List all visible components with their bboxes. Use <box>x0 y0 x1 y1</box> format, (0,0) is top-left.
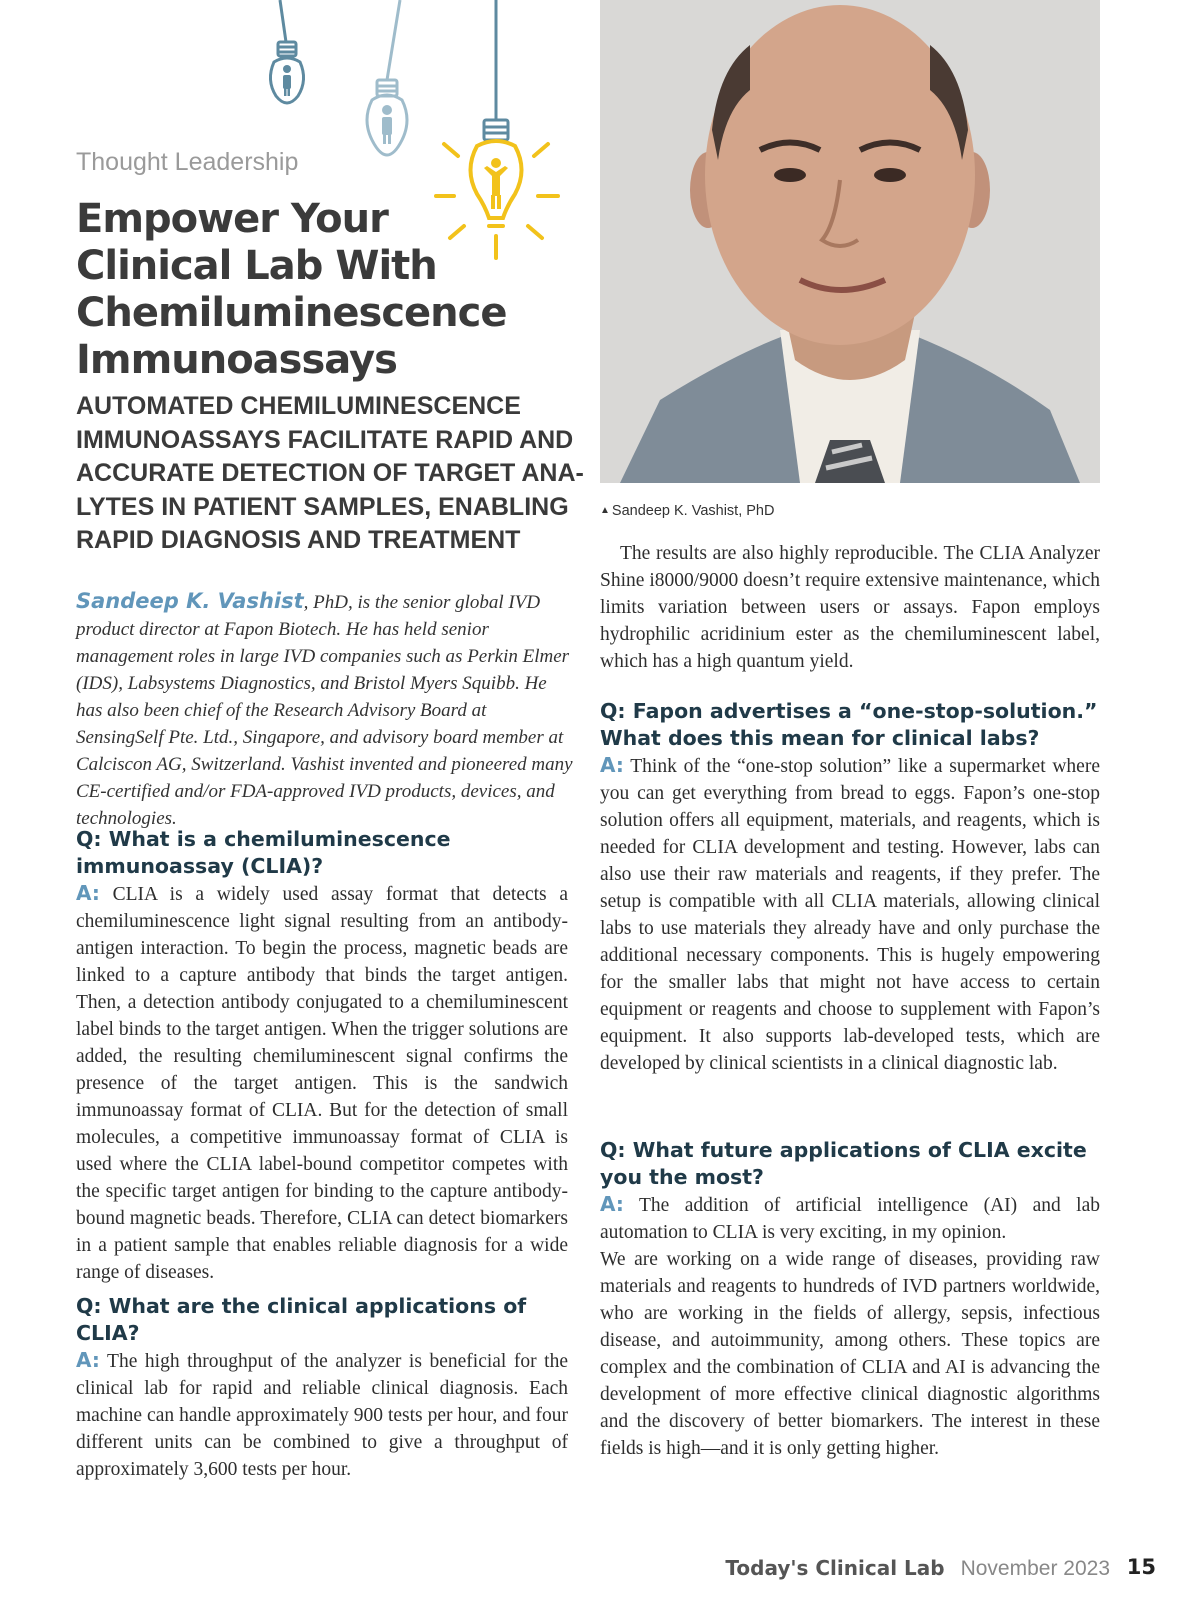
answer-label: A: <box>76 1348 100 1372</box>
answer-body: CLIA is a widely used assay format that detects a chemiluminescence light signal resulting from an antibody-antigen interaction. To begin the process, magnetic beads are linked to a capture antibody that binds the target antigen. Then, a detection antibody conjugated to a chemiluminescent label binds to the target antigen. When the trigger solutions are added, the resulting chemiluminescent signal confirms the presence of the target antigen. This is the sandwich immunoassay format of CLIA. But for the detection of small molecules, a competitive immunoassay format of CLIA is used where the CLIA label-bound competitor competes with the specific target antigen for binding to the capture antibody-bound magnetic beads. Therefore, CLIA can detect biomarkers in a patient sample that enables reliable diagnosis for a wide range of diseases. <box>76 884 568 1283</box>
title-line: Immunoassays <box>76 337 397 383</box>
deck-line: IMMUNOASSAYS FACILITATE RAPID AND <box>76 425 574 454</box>
photo-caption <box>600 503 774 519</box>
answer-body: Think of the “one-stop solution” like a supermarket where you can get everything from bread to eggs. Fapon’s one-stop solution offers all equipment, materials, and reagents, which is needed for CLIA development and testing. However, labs can also use their raw materials and reagents, if they prefer. The setup is compatible with all CLIA materials, allowing clinical labs to use materials they already have and only purchase the additional necessary components. This is hugely empowering for the smaller labs that might not have access to certain equipment or reagents and choose to supplement with Fapon’s equipment. It also supports lab-developed tests, which are developed by clinical scientists in a clinical diagnostic lab. <box>600 756 1100 1074</box>
page-number: 15 <box>1126 1555 1156 1579</box>
caret-up-icon: ▲ <box>600 505 610 516</box>
question-heading: Q: Fapon advertises a “one-stop-solution.” What does this mean for clinical labs? <box>600 699 1098 750</box>
question-heading: Q: What is a chemiluminescence immunoassay (CLIA)? <box>76 827 451 878</box>
answer-text <box>600 752 1100 1077</box>
answer-continuation: We are working on a wide range of diseases, providing raw materials and reagents to hundreds of IVD partners worldwide, who are working in the fields of allergy, sepsis, infectious disease, and autoimmunity, among others. These topics are complex and the combination of CLIA and AI is advancing the development of more effective clinical diagnostic algorithms and the discovery of better biomarkers. The interest in these fields is high—and it is only getting higher. <box>600 1249 1100 1459</box>
answer-label: A: <box>600 753 624 777</box>
qa-block <box>600 1137 1100 1462</box>
title-line: Chemiluminescence <box>76 290 507 336</box>
caption-text: Sandeep K. Vashist, PhD <box>611 503 775 519</box>
deck-line: AUTOMATED CHEMILUMINESCENCE <box>76 392 521 420</box>
answer-text <box>76 1347 568 1483</box>
author-bio-text: , PhD, is the senior global IVD product director at Fapon Biotech. He has held senior management roles in large IVD companies such as Perkin Elmer (IDS), Labsystems Diagnostics, and Bristol Myers Squibb. He has also been chief of the Research Advisory Board at SensingSelf Pte. Ltd., Singapore, and advisory board member at Calciscon AG, Switzerland. Vashist invented and pioneered many CE-certified and/or FDA-approved IVD products, devices, and technologies. <box>76 592 573 829</box>
title-line: Clinical Lab With <box>76 243 437 289</box>
qa-block <box>76 1293 568 1483</box>
author-bio <box>76 588 576 832</box>
lightbulb-icon <box>270 0 303 103</box>
magazine-name: Today's Clinical Lab <box>725 1556 945 1580</box>
body-paragraph: The results are also highly reproducible. The CLIA Analyzer Shine i8000/9000 doesn’t require extensive maintenance, which limits variation between users or assays. Fapon employs hydrophilic acridinium ester as the chemiluminescent label, which has a high quantum yield. <box>600 543 1100 672</box>
answer-label: A: <box>600 1192 624 1216</box>
title-line: Empower Your <box>76 196 388 242</box>
qa-block <box>76 826 568 1286</box>
author-photo <box>600 0 1100 483</box>
deck-line: LYTES IN PATIENT SAMPLES, ENABLING <box>76 492 569 521</box>
lightbulb-icon <box>484 0 508 140</box>
lightbulb-icon <box>367 0 407 155</box>
section-kicker: Thought Leadership <box>76 148 299 176</box>
answer-text <box>600 1191 1100 1246</box>
article-title <box>76 196 536 384</box>
answer-text <box>76 880 568 1286</box>
answer-label: A: <box>76 881 100 905</box>
page-footer <box>725 1556 1110 1581</box>
article-deck <box>76 390 584 558</box>
answer-body: The high throughput of the analyzer is beneficial for the clinical lab for rapid and reliable clinical diagnosis. Each machine can handle approximately 900 tests per hour, and four different units can be combined to give a throughput of approximately 3,600 tests per hour. <box>76 1351 568 1480</box>
portrait-illustration <box>600 0 1100 483</box>
qa-block <box>600 698 1100 1077</box>
intro-paragraph-block <box>600 540 1100 675</box>
deck-line: RAPID DIAGNOSIS AND TREATMENT <box>76 526 521 554</box>
question-heading: Q: What are the clinical applications of CLIA? <box>76 1294 527 1345</box>
person-icon <box>382 105 392 144</box>
question-heading: Q: What future applications of CLIA excite you the most? <box>600 1138 1087 1189</box>
issue-date: November 2023 <box>960 1557 1110 1580</box>
author-name: Sandeep K. Vashist <box>76 589 304 613</box>
deck-line: ACCURATE DETECTION OF TARGET ANA- <box>76 459 584 487</box>
answer-body: The addition of artificial intelligence (AI) and lab automation to CLIA is very exciting, in my opinion. <box>600 1195 1100 1243</box>
person-icon <box>283 65 291 96</box>
